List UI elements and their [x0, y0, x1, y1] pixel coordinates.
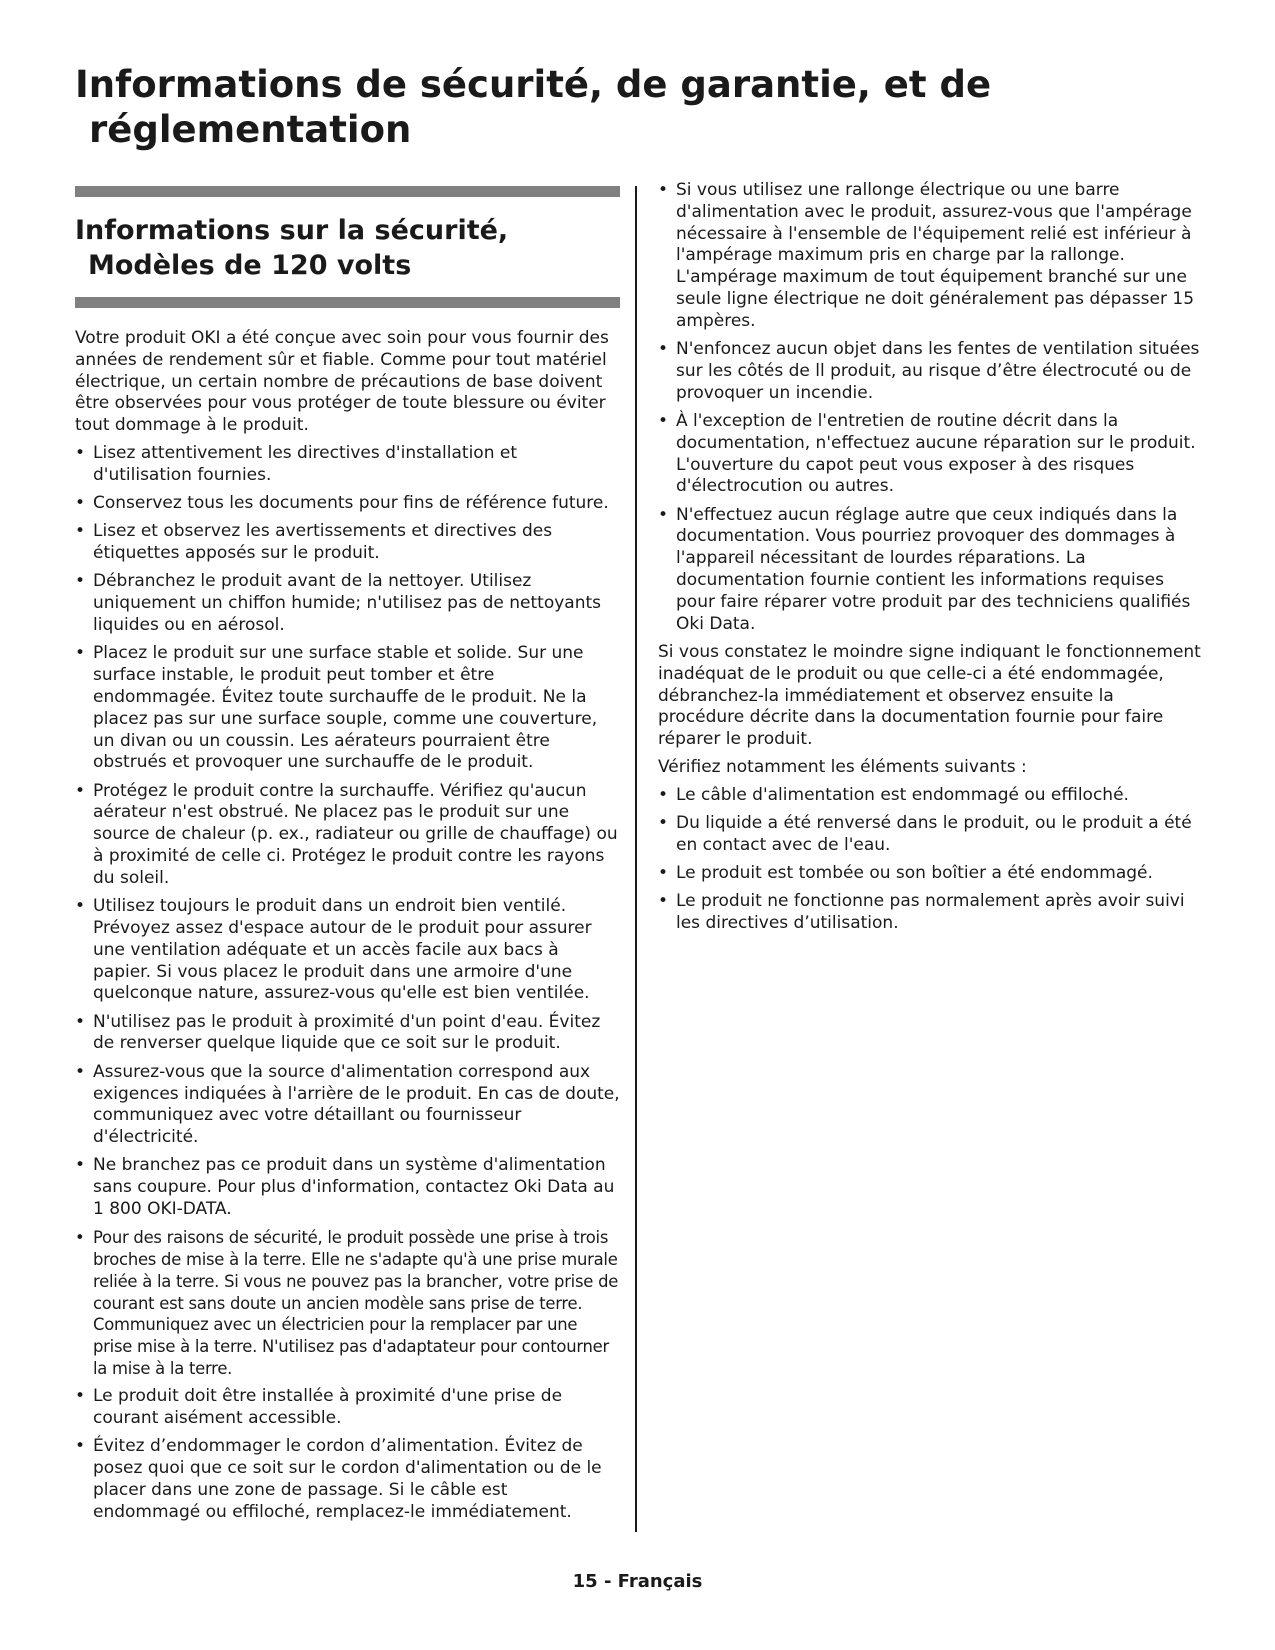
list-item: • Lisez et observez les avertissements et directives des étiquettes apposés sur le produit. [75, 521, 620, 565]
list-item: • Lisez attentivement les directives d'installation et d'utilisation fournies. [75, 443, 620, 487]
list-item: • Conservez tous les documents pour fins de référence future. [75, 493, 620, 515]
list-item: • Pour des raisons de sécurité, le produit possède une prise à trois broches de mise à la terre. Elle ne s'adapte qu'à une prise murale reliée à la terre. Si vous ne pouvez pas la brancher, votre prise de courant est sans doute un ancien modèle sans prise de terre. Communiquez avec un électricien pour la remplacer par une prise mise à la terre. N'utilisez pas d'adaptateur pour contourner la mise à la terre. [75, 1227, 620, 1380]
list-item: • Évitez d’endommager le cordon d’alimentation. Évitez de posez quoi que ce soit sur le cordon d'alimentation ou de le placer dans une zone de passage. Si le câble est endommagé ou effiloché, remplacez-le immédiatement. [75, 1436, 620, 1523]
list-item: • Le produit doit être installée à proximité d'une prise de courant aisément accessible. [75, 1386, 620, 1430]
section-rule-top [75, 186, 620, 197]
list-item: • N'utilisez pas le produit à proximité d'un point d'eau. Évitez de renverser quelque liquide que ce soit sur le produit. [75, 1012, 620, 1056]
list-item: • Le câble d'alimentation est endommagé ou effiloché. [658, 785, 1203, 807]
page-title-line-2: réglementation [89, 108, 412, 151]
section-heading [75, 213, 620, 283]
list-item: • Assurez-vous que la source d'alimentation correspond aux exigences indiquées à l'arrière de le produit. En cas de doute, communiquez avec votre détaillant ou fournisseur d'électricité. [75, 1062, 620, 1149]
list-item: • Si vous utilisez une rallonge électrique ou une barre d'alimentation avec le produit, assurez-vous que l'ampérage nécessaire à l'ensemble de l'équipement relié est inférieur à l'ampérage maximum pris en charge par la rallonge. L'ampérage maximum de tout équipement branché sur une seule ligne électrique ne doit généralement pas dépasser 15 ampères. [658, 180, 1203, 333]
list-item: • Du liquide a été renversé dans le produit, ou le produit a été en contact avec de l'eau. [658, 813, 1203, 857]
right-bullet-list [658, 180, 1203, 635]
section-heading-line-1: Informations sur la sécurité, [75, 215, 509, 246]
left-column [75, 186, 620, 1530]
column-divider [635, 186, 637, 1532]
checklist-intro: Vérifiez notamment les éléments suivants : [658, 756, 1027, 777]
list-item: • Placez le produit sur une surface stable et solide. Sur une surface instable, le produit peut tomber et être endommagée. Évitez toute surchauffe de le produit. Ne la placez pas sur une surface souple, comme une couverture, un divan ou un coussin. Les aérateurs pourraient être obstrués et provoquer une surchauffe de le produit. [75, 643, 620, 774]
right-column [658, 180, 1203, 942]
list-item: • À l'exception de l'entretien de routine décrit dans la documentation, n'effectuez aucune réparation sur le produit. L'ouverture du capot peut vous exposer à des risques d'électrocution ou autres. [658, 411, 1203, 498]
damage-paragraph: Si vous constatez le moindre signe indiquant le fonctionnement inadéquat de le produit ou que celle-ci a été endommagée, débranchez-la immédiatement et observez ensuite la procédure décrite dans la documentation fournie pour faire réparer le produit. [658, 641, 1201, 750]
intro-paragraph: Votre produit OKI a été conçue avec soin pour vous fournir des années de rendement sûr et fiable. Comme pour tout matériel électrique, un certain nombre de précautions de base doivent être observées pour vous protéger de toute blessure ou éviter tout dommage à le produit. [75, 328, 609, 436]
left-bullet-list [75, 443, 620, 1524]
section-rule-bottom [75, 297, 620, 308]
page-footer: 15 - Français [572, 1571, 703, 1592]
page-title [75, 62, 1175, 152]
list-item: • Débranchez le produit avant de la nettoyer. Utilisez uniquement un chiffon humide; n'utilisez pas de nettoyants liquides ou en aérosol. [75, 571, 620, 636]
list-item: • Le produit ne fonctionne pas normalement après avoir suivi les directives d’utilisation. [658, 891, 1203, 935]
checklist-bullet-list [658, 785, 1203, 935]
list-item: • Le produit est tombée ou son boîtier a été endommagé. [658, 863, 1203, 885]
section-heading-line-2: Modèles de 120 volts [88, 250, 412, 281]
list-item: • Protégez le produit contre la surchauffe. Vérifiez qu'aucun aérateur n'est obstrué. Ne placez pas le produit sur une source de chaleur (p. ex., radiateur ou grille de chauffage) ou à proximité de celle ci. Protégez le produit contre les rayons du soleil. [75, 781, 620, 890]
list-item: • Ne branchez pas ce produit dans un système d'alimentation sans coupure. Pour plus d'information, contactez Oki Data au 1 800 OKI-DATA. [75, 1155, 620, 1220]
list-item: • N'enfoncez aucun objet dans les fentes de ventilation situées sur les côtés de ll produit, au risque d’être électrocuté ou de provoquer un incendie. [658, 339, 1203, 404]
list-item: • Utilisez toujours le produit dans un endroit bien ventilé. Prévoyez assez d'espace autour de le produit pour assurer une ventilation adéquate et un accès facile aux bacs à papier. Si vous placez le produit dans une armoire d'une quelconque nature, assurez-vous qu'elle est bien ventilée. [75, 896, 620, 1005]
list-item: • N'effectuez aucun réglage autre que ceux indiqués dans la documentation. Vous pourriez provoquer des dommages à l'appareil nécessitant de lourdes réparations. La documentation fournie contient les informations requises pour faire réparer votre produit par des techniciens qualifiés Oki Data. [658, 505, 1203, 636]
page-title-line-1: Informations de sécurité, de garantie, et de [75, 63, 992, 106]
